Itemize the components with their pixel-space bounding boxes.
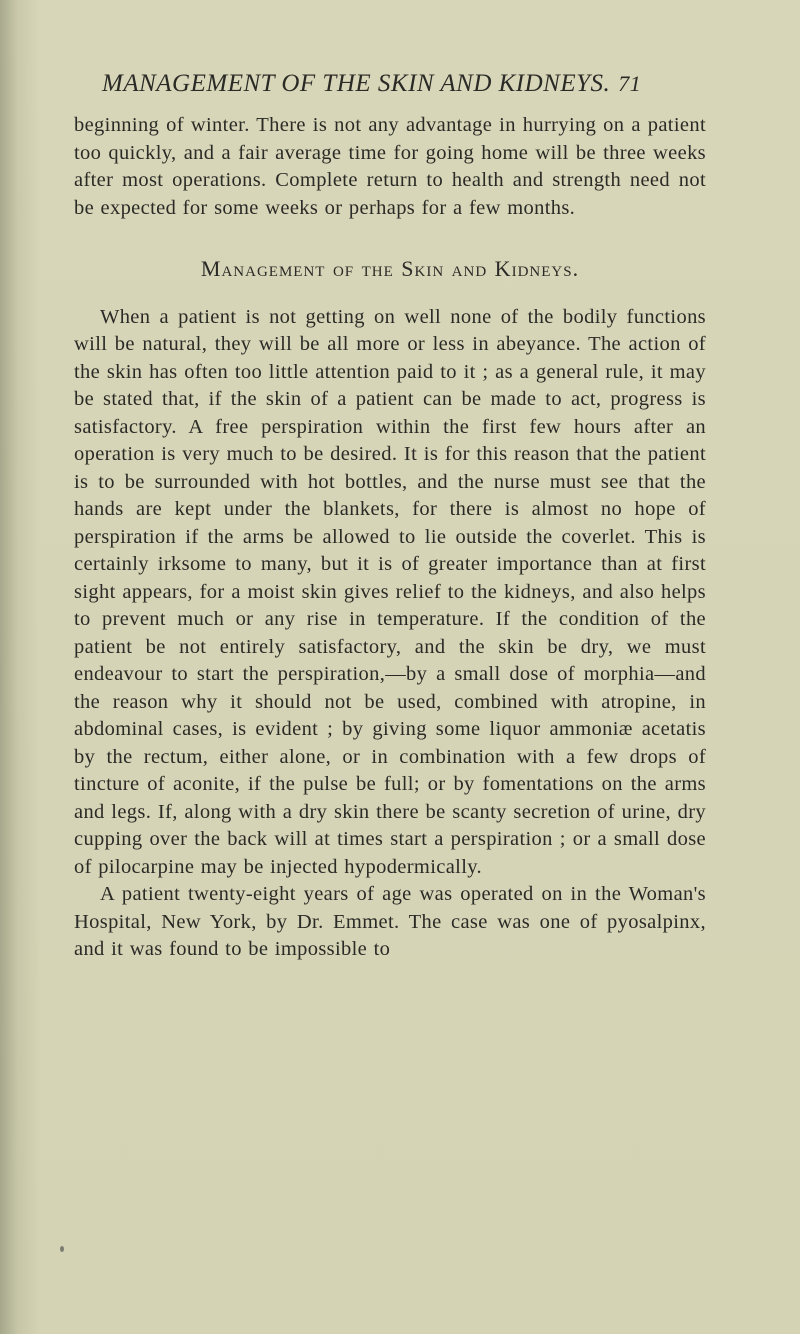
section-heading: Management of the Skin and Kidneys. xyxy=(200,256,580,281)
paragraph-case-report: A patient twenty-eight years of age was operated on in the Woman's Hospital, New York, by Dr. Emmet. The case was one of pyosalpinx, and it was found to be impossible to xyxy=(74,883,706,960)
paragraph-continuation: beginning of winter. There is not any advantage in hurrying on a patient too quickly, and a fair average time for going home will be three weeks after most operations. Complete return to health and strength need not be expected for some weeks or perhaps for a few months. xyxy=(74,114,706,219)
body-text xyxy=(74,112,706,964)
running-head xyxy=(102,70,712,98)
running-title: MANAGEMENT OF THE SKIN AND KIDNEYS. xyxy=(102,70,611,97)
page-speck xyxy=(60,1246,64,1252)
page-number: 71 xyxy=(618,71,642,96)
paragraph-skin-management: When a patient is not getting on well none of the bodily functions will be natural, they will be all more or less in abeyance. The action of the skin has often too little attention paid to it ; as a general rule, it may be stated that, if the skin of a patient can be made to act, progress is satisfactory. A free perspiration within the first few hours after an operation is very much to be desired. It is for this reason that the patient is to be surrounded with hot bottles, and the nurse must see that the hands are kept under the blankets, for there is almost no hope of perspiration if the arms be allowed to lie outside the coverlet. This is certainly irksome to many, but it is of greater importance than at first sight appears, for a moist skin gives relief to the kidneys, and also helps to prevent much or any rise in temperature. If the condition of the patient be not entirely satisfactory, and the skin be dry, we must endeavour to start the perspiration,—by a small dose of morphia—and the reason why it should not be used, combined with atropine, in abdominal cases, is evident ; by giving some liquor ammoniæ acetatis by the rectum, either alone, or in combination with a few drops of tincture of aconite, if the pulse be full; or by fomentations on the arms and legs. If, along with a dry skin there be scanty secretion of urine, dry cupping over the back will at times start a perspiration ; or a small dose of pilocarpine may be injected hypodermically. xyxy=(74,305,706,878)
